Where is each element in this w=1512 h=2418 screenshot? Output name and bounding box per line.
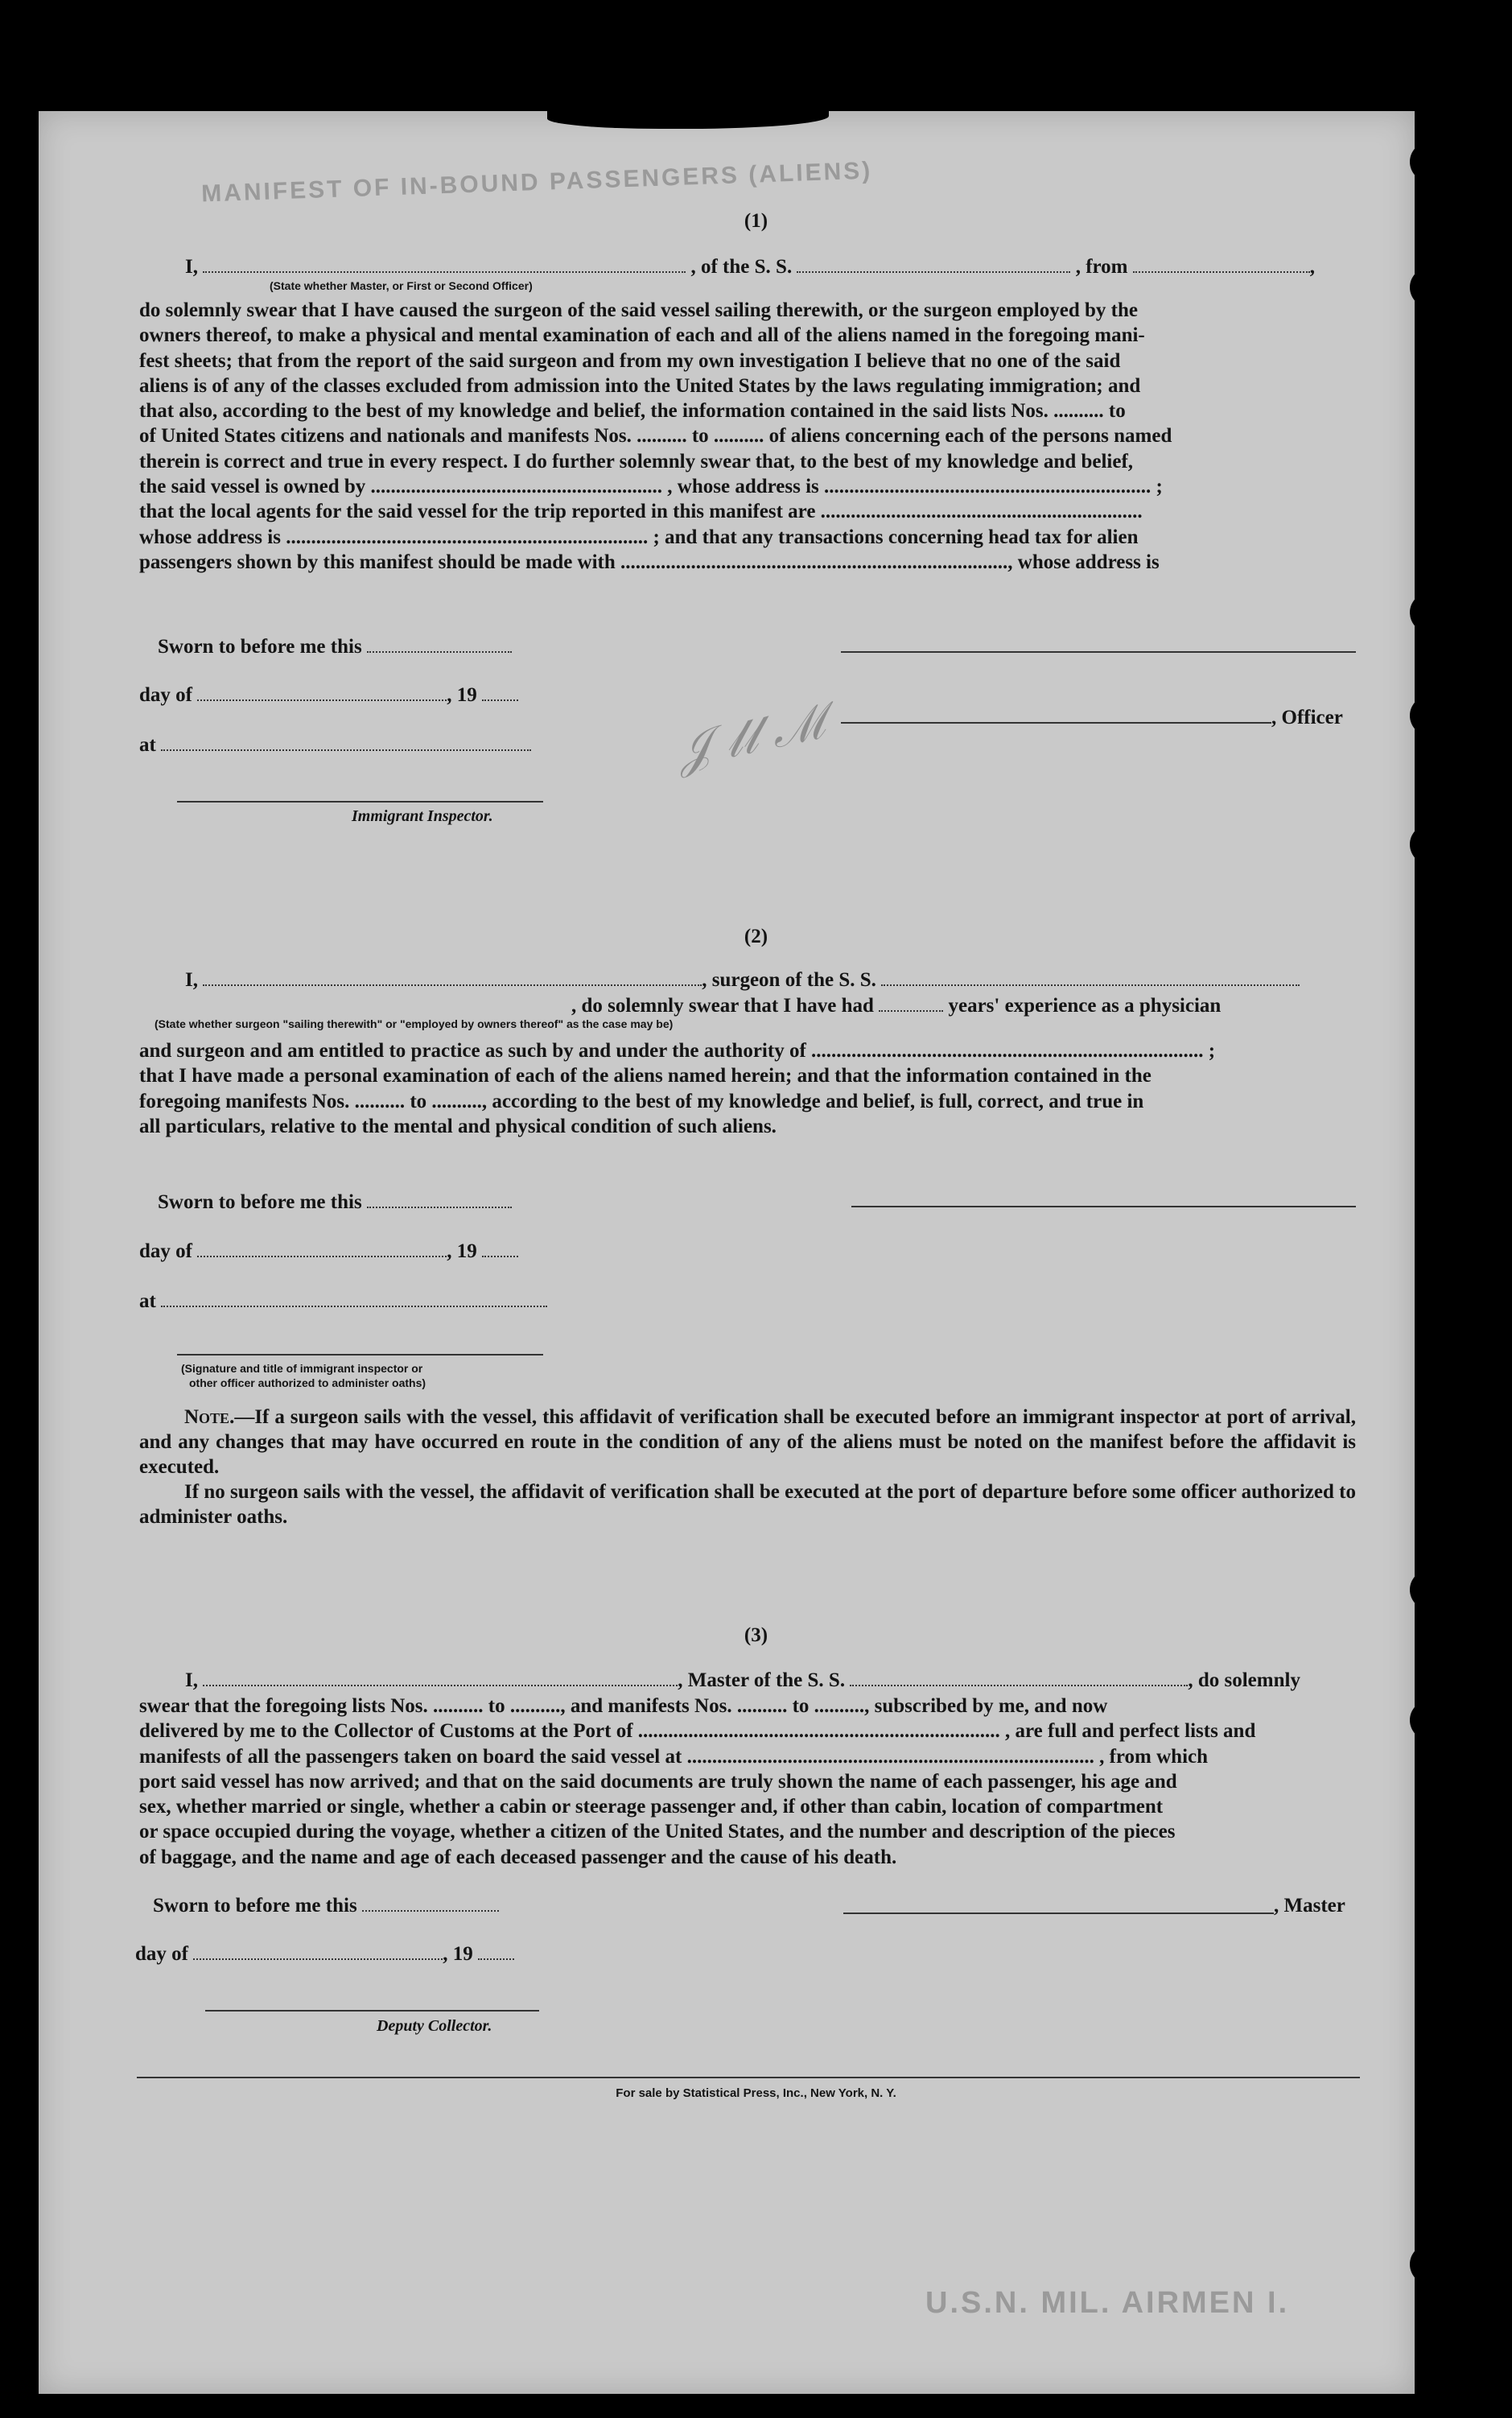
sworn-date-field[interactable]: [367, 1192, 512, 1208]
from-label: , from: [1075, 256, 1128, 278]
day-of-line-3: day of , 19: [135, 1943, 514, 1966]
punch-hole: [1410, 1700, 1450, 1740]
body-line: swear that the foregoing lists Nos. .......... to .........., and manifests Nos. .......... to .........., subscribed by me, and now: [139, 1695, 1108, 1717]
of-ss-label: , of the S. S.: [690, 256, 793, 278]
sworn-date-field[interactable]: [367, 637, 512, 653]
signature-note-2: other officer authorized to administer oaths): [189, 1376, 426, 1389]
body-line: aliens is of any of the classes excluded from admission into the United States by the laws regulating immigration; and: [139, 374, 1141, 397]
section-2-intro-line: I, , surgeon of the S. S.: [185, 969, 1300, 992]
section-2-number: (2): [744, 926, 768, 947]
body-line: fest sheets; that from the report of the said surgeon and from my own investigation I believe that no one of the said: [139, 349, 1121, 372]
state-note: (State whether surgeon "sailing therewith" or "employed by owners thereof" as the case may be): [154, 1017, 674, 1030]
body-line: the said vessel is owned by .......................................................... , whose address is ................................................................. ;: [139, 476, 1163, 498]
master-label: , Master: [1274, 1895, 1345, 1917]
body-line: all particulars, relative to the mental and physical condition of such aliens.: [139, 1115, 777, 1137]
body-line: manifests of all the passengers taken on board the said vessel at ................................................................................. , from which: [139, 1745, 1209, 1768]
inspector-signature-line[interactable]: [177, 1354, 543, 1355]
body-line: sex, whether married or single, whether a cabin or steerage passenger and, if other than cabin, location of compartment: [139, 1796, 1164, 1818]
officer-signature-line[interactable]: [841, 722, 1271, 724]
deputy-signature-line[interactable]: [205, 2010, 539, 2012]
year-field[interactable]: [478, 1944, 514, 1960]
body-line: passengers shown by this manifest should be made with ............................................................................., whose address is: [139, 551, 1160, 573]
master-name-field[interactable]: [203, 1670, 678, 1686]
at-line-2: at: [139, 1290, 547, 1313]
body-line: of United States citizens and nationals and manifests Nos. .......... to .......... of aliens concerning each of the persons named: [139, 425, 1172, 448]
body-line: owners thereof, to make a physical and mental examination of each and all of the aliens named in the foregoing mani-: [139, 324, 1145, 347]
note-label: Note.: [184, 1406, 235, 1428]
years-field[interactable]: [879, 996, 943, 1012]
note-text-2: If no surgeon sails with the vessel, the affidavit of verification shall be executed at the port of departure before some officer authorized to administer oaths.: [139, 1481, 1356, 1528]
at-field[interactable]: [161, 1291, 547, 1307]
punch-hole: [1410, 267, 1450, 307]
punch-hole: [1410, 2244, 1450, 2284]
body-line: or space occupied during the voyage, whether a citizen of the United States, and the number and description of the pieces: [139, 1821, 1176, 1843]
day-of-line-1: day of , 19: [139, 684, 518, 707]
punch-hole: [1410, 695, 1450, 736]
vessel-name-field[interactable]: [850, 1670, 1188, 1686]
section-3-body: [139, 1694, 1356, 1870]
day-of-field[interactable]: [197, 1241, 447, 1257]
sworn-date-field[interactable]: [362, 1896, 499, 1912]
punch-hole: [1410, 824, 1450, 864]
surgeon-signature-line[interactable]: [851, 1206, 1356, 1207]
officer-top-line[interactable]: [841, 651, 1356, 653]
note-text-1: —If a surgeon sails with the vessel, this affidavit of verification shall be executed before an immigrant inspector at port of arrival, and any changes that may have occurred en route in the condition of any of the aliens must be noted on the manifest before the affidavit is executed.: [139, 1406, 1356, 1478]
at-field[interactable]: [161, 735, 531, 751]
body-line: whose address is ........................................................................ ; and that any transactions concerning head tax for alien: [139, 526, 1139, 548]
sworn-line-2: Sworn to before me this: [158, 1191, 512, 1214]
body-line: therein is correct and true in every respect. I do further solemnly swear that, to the best of my knowledge and belief,: [139, 450, 1134, 472]
section-2-body: [139, 1038, 1356, 1139]
punch-hole: [1410, 1570, 1450, 1610]
body-line: that I have made a personal examination of each of the aliens named herein; and that the information contained in the: [139, 1065, 1152, 1087]
state-note: (State whether Master, or First or Second Officer): [270, 279, 533, 292]
officer-name-field[interactable]: [203, 257, 686, 273]
section-1-number: (1): [744, 210, 768, 232]
vessel-name-field[interactable]: [881, 970, 1300, 986]
intro-I: I,: [185, 256, 198, 278]
punch-hole: [1410, 592, 1450, 633]
surgeon-name-field[interactable]: [203, 970, 702, 986]
vessel-name-field[interactable]: [797, 257, 1070, 273]
punch-hole: [1410, 142, 1450, 182]
sworn-line-1: Sworn to before me this: [158, 636, 512, 658]
at-line-1: at: [139, 734, 531, 757]
day-of-field[interactable]: [193, 1944, 443, 1960]
officer-label: , Officer: [1271, 707, 1343, 728]
from-port-field[interactable]: [1133, 257, 1310, 273]
body-line: delivered by me to the Collector of Customs at the Port of ........................................................................ , are full and perfect lists and: [139, 1720, 1256, 1743]
body-line: of baggage, and the name and age of each deceased passenger and the cause of his death.: [139, 1846, 897, 1868]
torn-edge: [547, 103, 829, 129]
section-1-body: [139, 298, 1356, 575]
signature-note-1: (Signature and title of immigrant inspector or: [181, 1362, 423, 1375]
body-line: that also, according to the best of my knowledge and belief, the information contained in the said lists Nos. .......... to: [139, 400, 1126, 423]
printer-credit: For sale by Statistical Press, Inc., New York, N. Y.: [616, 2086, 896, 2100]
inspector-signature-line[interactable]: [177, 801, 543, 803]
footer-rule: [137, 2077, 1360, 2078]
note-block: [139, 1405, 1356, 1529]
master-signature-line[interactable]: [843, 1913, 1274, 1914]
body-line: that the local agents for the said vessel for the trip reported in this manifest are ................................................................: [139, 501, 1143, 523]
sworn-line-3: Sworn to before me this: [153, 1895, 499, 1917]
day-of-field[interactable]: [197, 685, 447, 701]
section-3-intro-line: I, , Master of the S. S. , do solemnly: [185, 1669, 1300, 1691]
year-field[interactable]: [482, 1241, 518, 1257]
section-2-swear-line: , do solemnly swear that I have had years' experience as a physician: [571, 995, 1222, 1017]
inspector-label: Immigrant Inspector.: [352, 807, 493, 825]
bleed-through-title: MANIFEST OF IN-BOUND PASSENGERS (ALIENS): [200, 157, 873, 208]
bleed-through-stamp: U.S.N. MIL. AIRMEN I.: [925, 2286, 1290, 2320]
deputy-label: Deputy Collector.: [377, 2017, 492, 2035]
day-of-line-2: day of , 19: [139, 1240, 518, 1263]
handwritten-signature: 𝒥 𝓁𝓁 ℳ: [671, 693, 830, 780]
year-field[interactable]: [482, 685, 518, 701]
body-line: do solemnly swear that I have caused the surgeon of the said vessel sailing therewith, or the surgeon employed by the: [139, 299, 1138, 321]
section-1-intro-line: I, , of the S. S. , from ,: [185, 256, 1315, 278]
body-line: and surgeon and am entitled to practice as such by and under the authority of .............................................................................. ;: [139, 1040, 1216, 1062]
section-3-number: (3): [744, 1624, 768, 1646]
body-line: foregoing manifests Nos. .......... to .........., according to the best of my knowledge and belief, is full, correct, and true in: [139, 1090, 1144, 1112]
body-line: port said vessel has now arrived; and that on the said documents are truly shown the name of each passenger, his age and: [139, 1770, 1177, 1793]
